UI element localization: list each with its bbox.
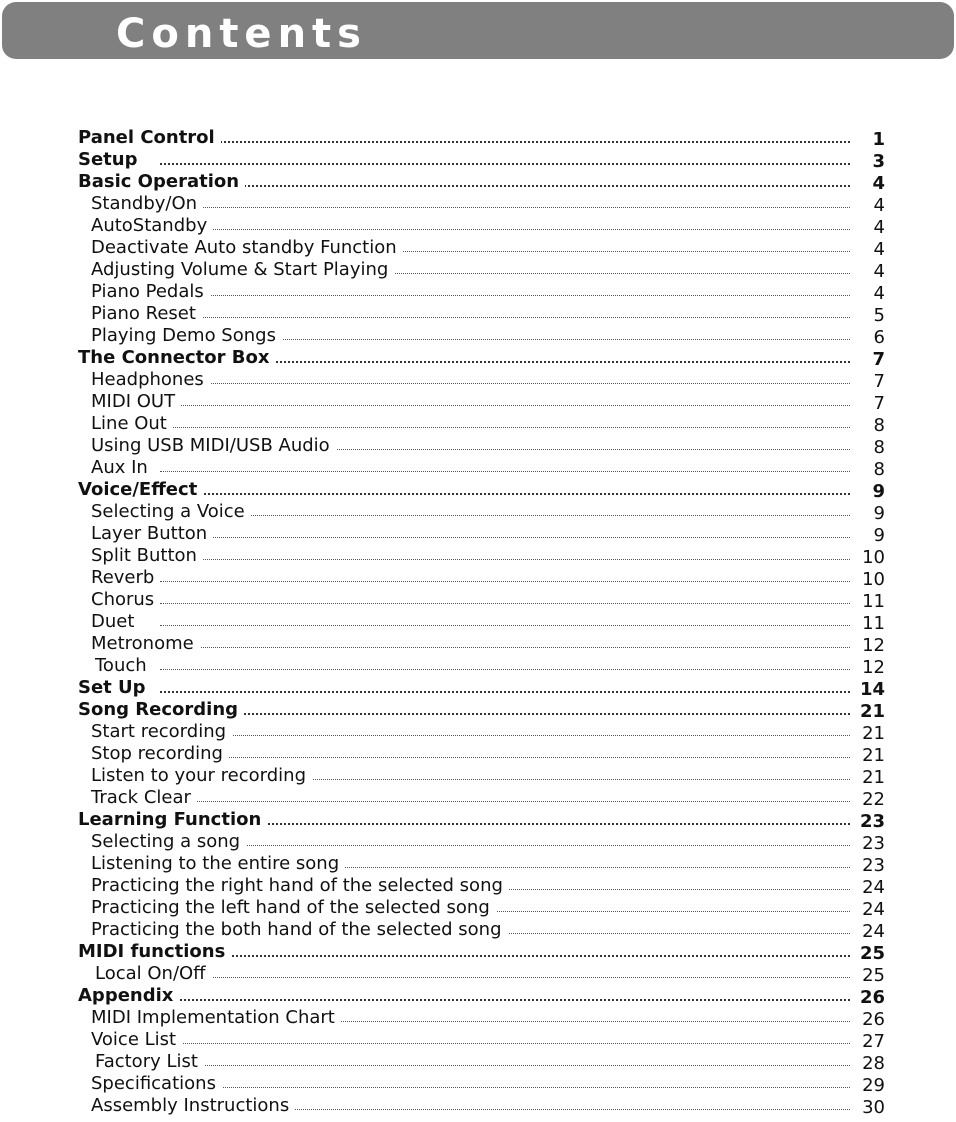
toc-page-number: 9: [873, 503, 885, 524]
toc-leader-dots: [160, 141, 850, 143]
toc-page-number: 10: [862, 569, 885, 590]
toc-subsection-entry[interactable]: [0, 259, 956, 281]
toc-page-number: 11: [862, 613, 885, 634]
toc-page-number: 21: [862, 723, 885, 744]
toc-entry-label: Panel Control: [78, 127, 221, 149]
toc-page-number: 30: [862, 1097, 885, 1118]
toc-section-entry[interactable]: [0, 699, 956, 721]
toc-page-number: 11: [862, 591, 885, 612]
toc-section-entry[interactable]: [0, 347, 956, 369]
toc-entry-label: Selecting a Voice: [91, 501, 251, 523]
toc-leader-dots: [160, 735, 850, 736]
toc-leader-dots: [160, 163, 850, 165]
toc-leader-dots: [160, 845, 850, 846]
toc-page-number: 21: [859, 701, 885, 722]
toc-leader-dots: [160, 603, 850, 604]
toc-section-entry[interactable]: [0, 985, 956, 1007]
toc-entry-label: Duet: [91, 611, 140, 633]
toc-subsection-entry[interactable]: [0, 589, 956, 611]
toc-subsection-entry[interactable]: [0, 435, 956, 457]
toc-leader-dots: [160, 515, 850, 516]
toc-entry-label: Listen to your recording: [91, 765, 312, 787]
toc-subsection-entry[interactable]: [0, 875, 956, 897]
toc-section-entry[interactable]: [0, 941, 956, 963]
toc-page-number: 4: [873, 283, 885, 304]
toc-subsection-entry[interactable]: [0, 1007, 956, 1029]
toc-entry-label: Stop recording: [91, 743, 229, 765]
toc-entry-label: Chorus: [91, 589, 160, 611]
toc-subsection-entry[interactable]: [0, 853, 956, 875]
toc-entry-label: Reverb: [91, 567, 160, 589]
toc-subsection-entry[interactable]: [0, 237, 956, 259]
toc-page-number: 23: [862, 833, 885, 854]
toc-entry-label: AutoStandby: [91, 215, 213, 237]
toc-leader-dots: [160, 229, 850, 230]
toc-subsection-entry[interactable]: [0, 963, 956, 985]
toc-page-number: 6: [873, 327, 885, 348]
toc-subsection-entry[interactable]: [0, 743, 956, 765]
toc-entry-label: Listening to the entire song: [91, 853, 345, 875]
toc-leader-dots: [160, 713, 850, 715]
toc-leader-dots: [160, 207, 850, 208]
toc-entry-label: Basic Operation: [78, 171, 245, 193]
toc-subsection-entry[interactable]: [0, 501, 956, 523]
toc-page-number: 29: [862, 1075, 885, 1096]
toc-page-number: 23: [859, 811, 885, 832]
toc-leader-dots: [160, 955, 850, 957]
toc-leader-dots: [160, 625, 850, 626]
toc-leader-dots: [160, 427, 850, 428]
toc-entry-label: Assembly Instructions: [91, 1095, 295, 1117]
toc-entry-label: Voice List: [91, 1029, 182, 1051]
toc-subsection-entry[interactable]: [0, 831, 956, 853]
toc-page-number: 21: [862, 767, 885, 788]
toc-leader-dots: [160, 581, 850, 582]
toc-leader-dots: [160, 1043, 850, 1044]
toc-page-number: 4: [873, 261, 885, 282]
toc-page-number: 25: [859, 943, 885, 964]
toc-leader-dots: [160, 559, 850, 560]
toc-entry-label: Local On/Off: [95, 963, 212, 985]
toc-subsection-entry[interactable]: [0, 787, 956, 809]
toc-page-number: 12: [862, 635, 885, 656]
toc-subsection-entry[interactable]: [0, 303, 956, 325]
toc-page-number: 26: [859, 987, 885, 1008]
toc-page-number: 7: [873, 371, 885, 392]
toc-page-number: 12: [862, 657, 885, 678]
toc-page-number: 7: [873, 393, 885, 414]
toc-section-entry[interactable]: [0, 479, 956, 501]
toc-leader-dots: [160, 295, 850, 296]
toc-entry-label: Headphones: [91, 369, 210, 391]
toc-subsection-entry[interactable]: [0, 655, 956, 677]
toc-entry-label: Practicing the left hand of the selected song: [91, 897, 496, 919]
toc-leader-dots: [160, 537, 850, 538]
toc-leader-dots: [160, 669, 850, 670]
toc-page-number: 24: [862, 921, 885, 942]
toc-entry-label: Setup: [78, 149, 143, 171]
toc-entry-label: Appendix: [78, 985, 179, 1007]
toc-leader-dots: [160, 317, 850, 318]
toc-page-number: 8: [873, 459, 885, 480]
toc-subsection-entry[interactable]: [0, 1073, 956, 1095]
toc-entry-label: Practicing the both hand of the selected song: [91, 919, 508, 941]
toc-page-number: 27: [862, 1031, 885, 1052]
toc-leader-dots: [160, 185, 850, 187]
toc-subsection-entry[interactable]: [0, 281, 956, 303]
toc-page-number: 4: [873, 239, 885, 260]
toc-subsection-entry[interactable]: [0, 1095, 956, 1117]
toc-entry-label: MIDI OUT: [91, 391, 181, 413]
toc-section-entry[interactable]: [0, 149, 956, 171]
toc-subsection-entry[interactable]: [0, 897, 956, 919]
toc-page-number: 4: [872, 173, 885, 194]
toc-subsection-entry[interactable]: [0, 215, 956, 237]
toc-page-number: 4: [873, 195, 885, 216]
toc-page-number: 10: [862, 547, 885, 568]
toc-subsection-entry[interactable]: [0, 325, 956, 347]
toc-entry-label: Playing Demo Songs: [91, 325, 282, 347]
toc-page-number: 7: [872, 349, 885, 370]
toc-entry-label: Touch: [95, 655, 153, 677]
toc-entry-label: Factory List: [95, 1051, 204, 1073]
toc-entry-label: Set Up: [78, 677, 152, 699]
toc-leader-dots: [160, 383, 850, 384]
toc-entry-label: The Connector Box: [78, 347, 275, 369]
toc-entry-label: Using USB MIDI/USB Audio: [91, 435, 336, 457]
toc-entry-label: Track Clear: [91, 787, 197, 809]
toc-page-number: 26: [862, 1009, 885, 1030]
toc-entry-label: Practicing the right hand of the selected song: [91, 875, 509, 897]
toc-leader-dots: [160, 647, 850, 648]
toc-leader-dots: [160, 1065, 850, 1066]
toc-subsection-entry[interactable]: [0, 919, 956, 941]
toc-subsection-entry[interactable]: [0, 721, 956, 743]
toc-entry-label: Standby/On: [91, 193, 203, 215]
toc-subsection-entry[interactable]: [0, 545, 956, 567]
toc-page-number: 3: [872, 151, 885, 172]
toc-leader-dots: [160, 1087, 850, 1088]
toc-entry-label: Piano Pedals: [91, 281, 210, 303]
toc-entry-label: Aux In: [91, 457, 154, 479]
table-of-contents: [0, 127, 956, 1117]
page-title: Contents: [116, 11, 367, 57]
toc-page-number: 14: [859, 679, 885, 700]
toc-leader-dots: [160, 801, 850, 802]
toc-entry-label: Piano Reset: [91, 303, 202, 325]
toc-page-number: 1: [872, 129, 885, 150]
toc-page-number: 4: [873, 217, 885, 238]
toc-page-number: 9: [872, 481, 885, 502]
toc-page-number: 21: [862, 745, 885, 766]
toc-subsection-entry[interactable]: [0, 369, 956, 391]
contents-header-bar: [2, 2, 954, 59]
toc-section-entry[interactable]: [0, 171, 956, 193]
toc-leader-dots: [160, 757, 850, 758]
toc-page-number: 22: [862, 789, 885, 810]
toc-page-number: 9: [873, 525, 885, 546]
toc-entry-label: Metronome: [91, 633, 200, 655]
toc-entry-label: Song Recording: [78, 699, 244, 721]
toc-page-number: 5: [873, 305, 885, 326]
toc-leader-dots: [160, 493, 850, 495]
toc-entry-label: Adjusting Volume & Start Playing: [91, 259, 394, 281]
toc-entry-label: Voice/Effect: [78, 479, 203, 501]
toc-section-entry[interactable]: [0, 809, 956, 831]
toc-page-number: 24: [862, 899, 885, 920]
toc-entry-label: Deactivate Auto standby Function: [91, 237, 403, 259]
toc-subsection-entry[interactable]: [0, 523, 956, 545]
toc-subsection-entry[interactable]: [0, 1029, 956, 1051]
toc-entry-label: Split Button: [91, 545, 203, 567]
toc-entry-label: Start recording: [91, 721, 232, 743]
toc-leader-dots: [160, 691, 850, 693]
toc-entry-label: Learning Function: [78, 809, 267, 831]
toc-leader-dots: [160, 977, 850, 978]
toc-subsection-entry[interactable]: [0, 193, 956, 215]
toc-subsection-entry[interactable]: [0, 457, 956, 479]
toc-subsection-entry[interactable]: [0, 413, 956, 435]
toc-subsection-entry[interactable]: [0, 633, 956, 655]
toc-subsection-entry[interactable]: [0, 1051, 956, 1073]
toc-entry-label: Specifications: [91, 1073, 222, 1095]
toc-page-number: 25: [862, 965, 885, 986]
toc-page-number: 24: [862, 877, 885, 898]
toc-leader-dots: [160, 471, 850, 472]
toc-page-number: 8: [873, 415, 885, 436]
toc-page-number: 8: [873, 437, 885, 458]
toc-entry-label: Line Out: [91, 413, 173, 435]
toc-section-entry[interactable]: [0, 127, 956, 149]
toc-subsection-entry[interactable]: [0, 567, 956, 589]
toc-subsection-entry[interactable]: [0, 765, 956, 787]
toc-entry-label: Selecting a song: [91, 831, 246, 853]
toc-section-entry[interactable]: [0, 677, 956, 699]
toc-subsection-entry[interactable]: [0, 391, 956, 413]
toc-entry-label: Layer Button: [91, 523, 213, 545]
toc-leader-dots: [160, 405, 850, 406]
toc-entry-label: MIDI Implementation Chart: [91, 1007, 341, 1029]
toc-entry-label: MIDI functions: [78, 941, 231, 963]
toc-page-number: 28: [862, 1053, 885, 1074]
toc-page-number: 23: [862, 855, 885, 876]
toc-subsection-entry[interactable]: [0, 611, 956, 633]
toc-leader-dots: [160, 999, 850, 1001]
